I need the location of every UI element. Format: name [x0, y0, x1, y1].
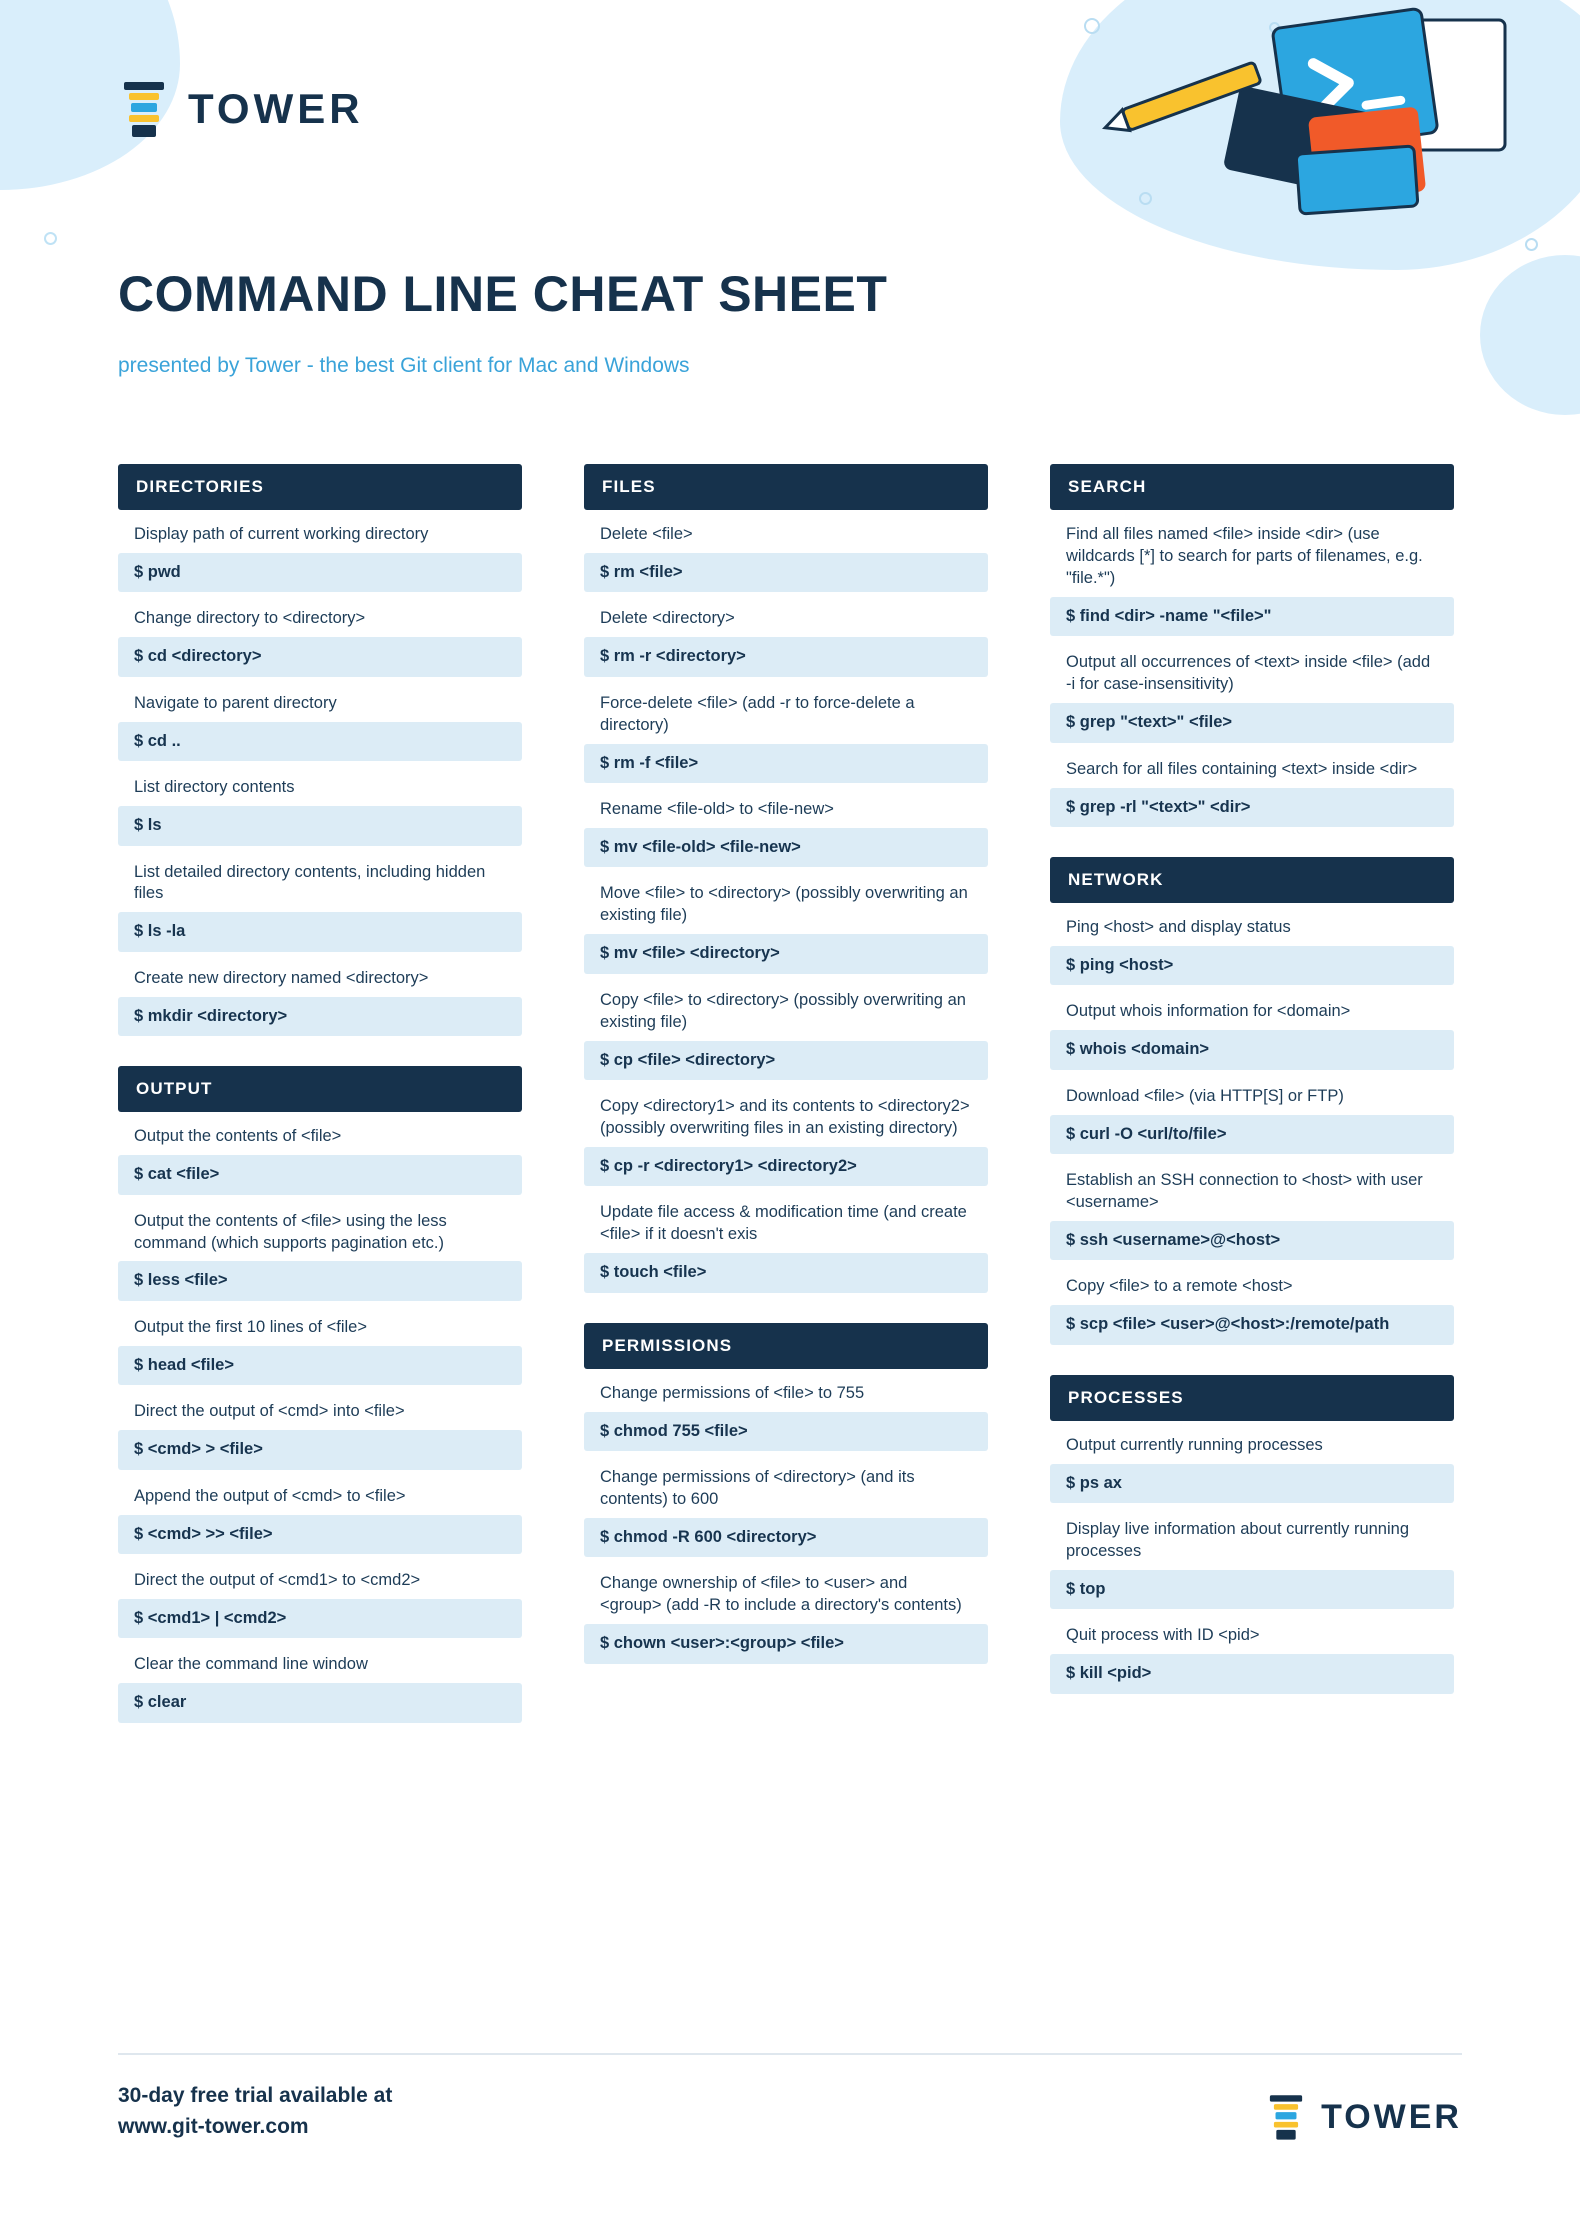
command-description: Navigate to parent directory [134, 693, 337, 712]
command-entry [118, 968, 522, 1036]
command-description: Display live information about currently running processes [1066, 1520, 1410, 1561]
command-description: Ping <host> and display status [1066, 917, 1291, 936]
section-body [584, 524, 988, 1293]
command-description: Output whois information for <domain> [1066, 1002, 1351, 1021]
page-subtitle: presented by Tower - the best Git client for Mac and Windows [118, 354, 690, 377]
command-description: Output all occurrences of <text> inside <file> (add -i for case-insensitivity) [1066, 653, 1431, 694]
footer-trial-text [118, 2081, 392, 2142]
command-text[interactable]: $ ls -la [118, 912, 522, 951]
command-text[interactable]: $ <cmd> > <file> [118, 1430, 522, 1469]
command-entry [118, 1126, 522, 1194]
command-text[interactable]: $ rm <file> [584, 553, 988, 592]
section-permissions [584, 1323, 988, 1664]
section-header: NETWORK [1050, 857, 1454, 903]
command-entry [584, 883, 988, 973]
command-entry [584, 693, 988, 783]
command-description: Output the contents of <file> using the less command (which supports pagination etc.) [134, 1211, 447, 1252]
command-description: Output currently running processes [1066, 1435, 1323, 1454]
command-entry [584, 1096, 988, 1186]
command-entry [584, 1573, 988, 1663]
command-entry [118, 1211, 522, 1301]
command-description: Change permissions of <file> to 755 [600, 1383, 865, 1402]
tower-logo-icon [1265, 2092, 1307, 2142]
section-body [584, 1383, 988, 1664]
page-title: COMMAND LINE CHEAT SHEET [118, 266, 888, 322]
command-description: Direct the output of <cmd> into <file> [134, 1402, 405, 1421]
command-text[interactable]: $ clear [118, 1683, 522, 1722]
command-entry [118, 1317, 522, 1385]
command-description: Copy <file> to a remote <host> [1066, 1277, 1293, 1296]
command-text[interactable]: $ kill <pid> [1050, 1654, 1454, 1693]
command-description: Create new directory named <directory> [134, 968, 429, 987]
section-processes [1050, 1375, 1454, 1694]
command-description: Output the first 10 lines of <file> [134, 1317, 367, 1336]
command-entry [118, 608, 522, 676]
command-description: Establish an SSH connection to <host> with user <username> [1066, 1171, 1423, 1211]
section-body [1050, 1435, 1454, 1694]
command-text[interactable]: $ find <dir> -name "<file>" [1050, 597, 1454, 636]
page-footer [118, 2053, 1462, 2142]
command-entry [118, 693, 522, 761]
command-text[interactable]: $ ssh <username>@<host> [1050, 1221, 1454, 1260]
content-columns [118, 464, 1462, 1739]
section-header: OUTPUT [118, 1066, 522, 1112]
command-description: Quit process with ID <pid> [1066, 1626, 1260, 1645]
command-text[interactable]: $ grep -rl "<text>" <dir> [1050, 788, 1454, 827]
command-text[interactable]: $ cp -r <directory1> <directory2> [584, 1147, 988, 1186]
command-text[interactable]: $ mv <file> <directory> [584, 934, 988, 973]
section-directories [118, 464, 522, 1036]
command-text[interactable]: $ chmod -R 600 <directory> [584, 1518, 988, 1557]
command-text[interactable]: $ chown <user>:<group> <file> [584, 1624, 988, 1663]
section-output [118, 1066, 522, 1723]
section-body [1050, 917, 1454, 1345]
command-entry [1050, 759, 1454, 827]
command-description: Append the output of <cmd> to <file> [134, 1486, 406, 1505]
command-entry [1050, 1519, 1454, 1609]
section-files [584, 464, 988, 1293]
section-header: PROCESSES [1050, 1375, 1454, 1421]
command-entry [118, 524, 522, 592]
command-entry [584, 524, 988, 592]
command-entry [584, 1383, 988, 1451]
command-description: Change permissions of <directory> (and its contents) to 600 [600, 1468, 915, 1508]
command-description: Find all files named <file> inside <dir> (use wildcards [*] to search for parts of filenames, e.g. "file.*") [1066, 525, 1423, 587]
section-network [1050, 857, 1454, 1345]
command-entry [118, 862, 522, 952]
command-text[interactable]: $ ls [118, 806, 522, 845]
command-entry [584, 799, 988, 867]
command-entry [584, 990, 988, 1080]
command-description: Update file access & modification time (and create <file> if it doesn't exis [600, 1203, 967, 1244]
command-entry [118, 777, 522, 845]
command-entry [1050, 1001, 1454, 1069]
section-header: DIRECTORIES [118, 464, 522, 510]
command-description: List detailed directory contents, including hidden files [134, 862, 486, 903]
command-text[interactable]: $ grep "<text>" <file> [1050, 703, 1454, 742]
command-entry [118, 1486, 522, 1554]
command-text[interactable]: $ top [1050, 1570, 1454, 1609]
command-text[interactable]: $ <cmd1> | <cmd2> [118, 1599, 522, 1638]
command-text[interactable]: $ cat <file> [118, 1155, 522, 1194]
command-entry [584, 608, 988, 676]
command-description: Move <file> to <directory> (possibly overwriting an existing file) [600, 884, 968, 925]
section-header: PERMISSIONS [584, 1323, 988, 1369]
command-entry [1050, 1276, 1454, 1344]
command-entry [118, 1401, 522, 1469]
command-entry [1050, 917, 1454, 985]
command-description: Copy <directory1> and its contents to <directory2> (possibly overwriting files in an existing directory) [600, 1097, 970, 1137]
command-description: List directory contents [134, 778, 295, 797]
command-entry [1050, 1086, 1454, 1154]
command-entry [1050, 524, 1454, 636]
command-description: Download <file> (via HTTP[S] or FTP) [1066, 1086, 1344, 1105]
section-body [1050, 524, 1454, 827]
section-search [1050, 464, 1454, 827]
command-description: Output the contents of <file> [134, 1127, 342, 1146]
command-entry [584, 1202, 988, 1292]
command-description: Change ownership of <file> to <user> and <group> (add -R to include a directory's contents) [600, 1574, 962, 1615]
command-entry [118, 1654, 522, 1722]
command-text[interactable]: $ mkdir <directory> [118, 997, 522, 1036]
command-text[interactable]: $ cd .. [118, 722, 522, 761]
footer-line-2[interactable]: www.git-tower.com [118, 2114, 309, 2138]
command-text[interactable]: $ ping <host> [1050, 946, 1454, 985]
command-text[interactable]: $ scp <file> <user>@<host>:/remote/path [1050, 1305, 1454, 1344]
brand-header [118, 0, 1462, 140]
command-entry [118, 1570, 522, 1638]
command-description: Display path of current working directory [134, 525, 429, 543]
section-header: SEARCH [1050, 464, 1454, 510]
command-description: Search for all files containing <text> inside <dir> [1066, 759, 1418, 778]
section-header: FILES [584, 464, 988, 510]
command-text[interactable]: $ chmod 755 <file> [584, 1412, 988, 1451]
tower-logo-icon [118, 78, 170, 140]
section-body [118, 524, 522, 1036]
footer-line-1: 30-day free trial available at [118, 2084, 393, 2108]
command-entry [584, 1467, 988, 1557]
command-text[interactable]: $ less <file> [118, 1261, 522, 1300]
command-description: Delete <file> [600, 525, 693, 543]
command-text[interactable]: $ <cmd> >> <file> [118, 1515, 522, 1554]
brand-name: TOWER [188, 85, 364, 132]
command-description: Delete <directory> [600, 609, 735, 628]
command-description: Rename <file-old> to <file-new> [600, 800, 834, 819]
command-text[interactable]: $ curl -O <url/to/file> [1050, 1115, 1454, 1154]
content-column [584, 464, 988, 1739]
command-text[interactable]: $ cd <directory> [118, 637, 522, 676]
command-description: Copy <file> to <directory> (possibly overwriting an existing file) [600, 990, 966, 1031]
command-entry [1050, 652, 1454, 742]
command-description: Change directory to <directory> [134, 609, 366, 628]
section-body [118, 1126, 522, 1723]
content-column [118, 464, 522, 1739]
command-text[interactable]: $ ps ax [1050, 1464, 1454, 1503]
command-text[interactable]: $ rm -r <directory> [584, 637, 988, 676]
command-description: Force-delete <file> (add -r to force-delete a directory) [600, 693, 915, 734]
command-text[interactable]: $ cp <file> <directory> [584, 1041, 988, 1080]
command-text[interactable]: $ rm -f <file> [584, 744, 988, 783]
command-text[interactable]: $ head <file> [118, 1346, 522, 1385]
command-entry [1050, 1170, 1454, 1260]
footer-divider [118, 2053, 1462, 2055]
command-text[interactable]: $ touch <file> [584, 1253, 988, 1292]
footer-brand [1265, 2092, 1462, 2142]
command-description: Direct the output of <cmd1> to <cmd2> [134, 1571, 421, 1589]
command-entry [1050, 1625, 1454, 1693]
content-column [1050, 464, 1454, 1739]
command-description: Clear the command line window [134, 1655, 368, 1674]
command-entry [1050, 1435, 1454, 1503]
command-text[interactable]: $ pwd [118, 553, 522, 592]
footer-brand-name: TOWER [1321, 2097, 1462, 2136]
command-text[interactable]: $ whois <domain> [1050, 1030, 1454, 1069]
command-text[interactable]: $ mv <file-old> <file-new> [584, 828, 988, 867]
